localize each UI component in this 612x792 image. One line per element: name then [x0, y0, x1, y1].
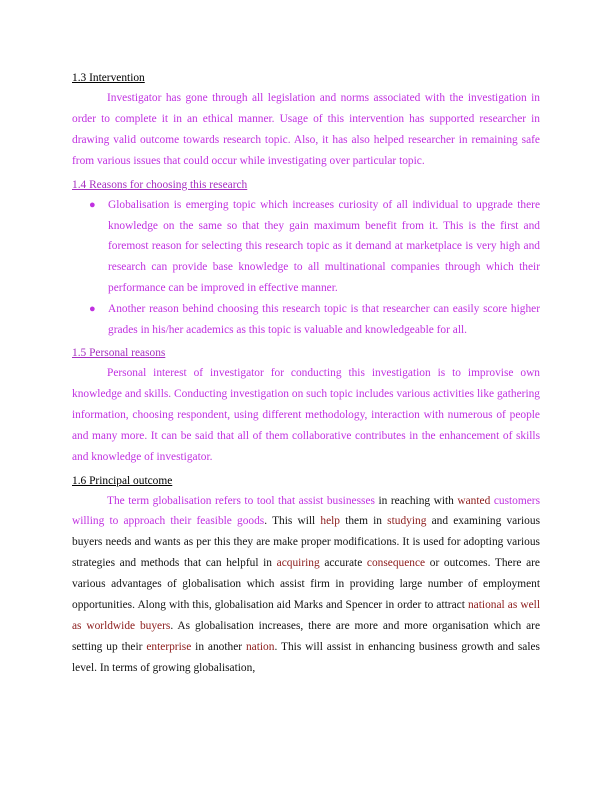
section-intervention	[72, 70, 540, 172]
outcome-text-run: and examining various buyers needs and wants as per this they are make proper modifications. It is used for adopting various strategies and methods that can helpful in	[72, 515, 540, 570]
section-principal-outcome	[72, 473, 540, 679]
principal-outcome-paragraph	[72, 491, 540, 679]
section-personal-reasons	[72, 345, 540, 468]
outcome-text-run: . This will assist in enhancing business growth and sales level. In terms of growing globalisation,	[72, 640, 540, 674]
reason-bullet-item	[72, 195, 540, 300]
outcome-text-run: wanted	[457, 494, 491, 507]
outcome-text-run: in reaching with	[374, 494, 458, 507]
outcome-text-run: enterprise	[146, 640, 192, 653]
outcome-text-run: or outcomes. There are various advantages of globalisation which assist firm in providing large number of employment opportunities. Along with this, globalisation aid Marks and Spencer in order to attract	[72, 557, 540, 612]
bullet-icon: ●	[89, 303, 96, 316]
outcome-text-run: accurate	[319, 557, 367, 570]
outcome-text-run: customers willing to approach their feasible goods	[72, 494, 540, 528]
outcome-text-run: studying	[387, 515, 427, 528]
personal-reasons-paragraph: Personal interest of investigator for conducting this investigation is to improvise own knowledge and skills. Conducting investigation on such topic includes various activities like gathering information, choosing respondent, using different methodology, interaction with numerous of people and many more. It can be said that all of them collaborative contributes in the enhancement of skills and knowledge of investigator.	[72, 366, 540, 463]
reasons-bullet-list	[72, 195, 540, 341]
reason-bullet-item	[72, 299, 540, 341]
outcome-text-run: national as well as worldwide buyers	[72, 599, 540, 632]
reason-bullet-text: Another reason behind choosing this research topic is that researcher can easily score higher grades in his/her academics as this topic is valuable and knowledgeable for all.	[108, 303, 540, 337]
section-heading-intervention: 1.3 Intervention	[72, 72, 145, 84]
section-reasons	[72, 177, 540, 341]
outcome-text-run: nation	[245, 640, 275, 653]
outcome-text-run: in another	[191, 640, 246, 653]
bullet-icon: ●	[89, 198, 96, 211]
section-heading-reasons: 1.4 Reasons for choosing this research	[72, 178, 248, 191]
outcome-text-run: help	[320, 515, 341, 528]
outcome-text-run: The term globalisation refers to tool that assist businesses	[107, 494, 375, 507]
outcome-text-run: . This will	[264, 515, 321, 528]
section-heading-personal-reasons: 1.5 Personal reasons	[72, 346, 166, 359]
intervention-paragraph: Investigator has gone through all legislation and norms associated with the investigation in order to complete it in an ethical manner. Usage of this intervention has supported researcher in drawing valid outcome towards research topic. Also, it has also helped researcher in remaining safe from various issues that could occur while investigating over particular topic.	[72, 92, 540, 167]
outcome-text-run: consequence	[366, 557, 426, 570]
outcome-text-run: acquiring	[276, 557, 320, 570]
reason-bullet-text: Globalisation is emerging topic which increases curiosity of all individual to upgrade there knowledge on the same so that they gain maximum benefit from it. This is the first and foremost reason for selecting this research topic as it demand at marketplace is very high and research can provide base knowledge to all multinational companies through which their performance can be improved in effective manner.	[108, 198, 540, 295]
outcome-text-run: them in	[340, 515, 388, 528]
outcome-text-run: . As globalisation increases, there are more and more organisation which are setting up their	[72, 619, 540, 653]
section-heading-principal-outcome: 1.6 Principal outcome	[72, 474, 173, 487]
